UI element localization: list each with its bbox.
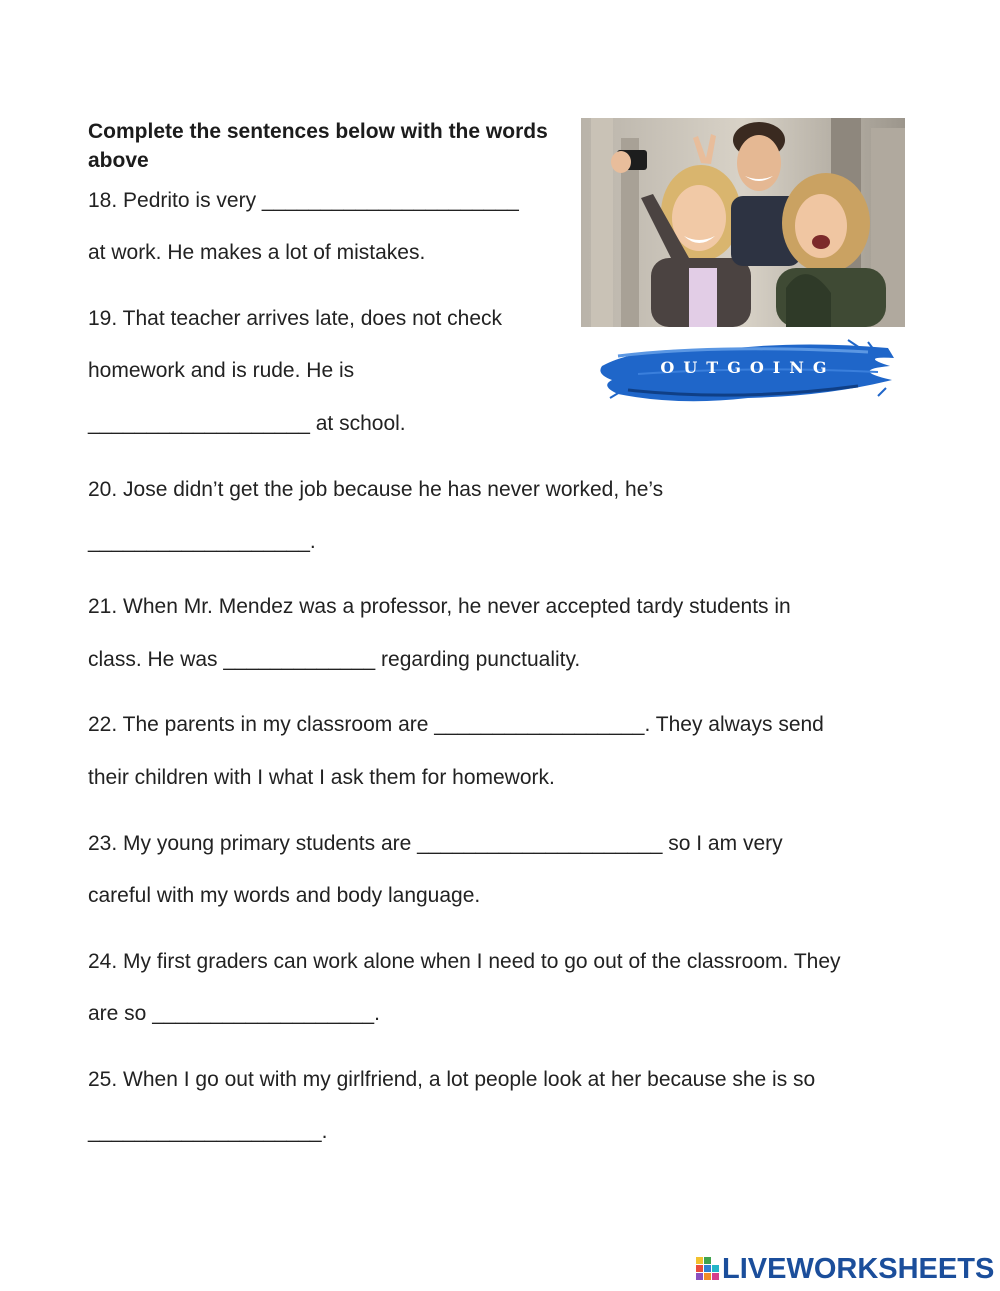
sentence-22-line-2: their children with I what I ask them for homework. <box>88 766 555 789</box>
outgoing-word: OUTGOING <box>660 358 836 377</box>
sentence-24-line-1: 24. My first graders can work alone when I need to go out of the classroom. They <box>88 950 841 973</box>
sentence-20-line-2: ___________________. <box>88 530 316 553</box>
sentence-23-line-2: careful with my words and body language. <box>88 884 481 907</box>
liveworksheets-logo <box>696 1254 996 1284</box>
instructions-heading: Complete the sentences below with the words above <box>88 120 548 172</box>
sentence-19-line-1: 19. That teacher arrives late, does not check <box>88 307 503 330</box>
sentence-24-line-2: are so ___________________. <box>88 1002 380 1025</box>
sentence-21-line-2: class. He was _____________ regarding punctuality. <box>88 648 581 671</box>
logo-text: LIVEWORKSHEETS <box>722 1253 995 1285</box>
sentence-20-line-1: 20. Jose didn’t get the job because he has never worked, he’s <box>88 478 664 501</box>
sentence-21-line-1: 21. When Mr. Mendez was a professor, he never accepted tardy students in <box>88 595 791 618</box>
outgoing-banner <box>598 336 898 408</box>
sentence-22-line-1: 22. The parents in my classroom are __________________. They always send <box>88 713 824 736</box>
sentence-18-line-1: 18. Pedrito is very ______________________ <box>88 189 519 212</box>
sentence-25-line-2: ____________________. <box>88 1120 328 1143</box>
logo-tiles-icon <box>696 1257 720 1281</box>
sentence-19-line-2: homework and is rude. He is <box>88 359 355 382</box>
selfie-photo <box>581 118 905 327</box>
sentence-23-line-1: 23. My young primary students are _____________________ so I am very <box>88 832 783 855</box>
sentence-19-line-3: ___________________ at school. <box>88 412 406 435</box>
sentence-25-line-1: 25. When I go out with my girlfriend, a lot people look at her because she is so <box>88 1068 816 1091</box>
sentence-18-line-2: at work. He makes a lot of mistakes. <box>88 241 426 264</box>
